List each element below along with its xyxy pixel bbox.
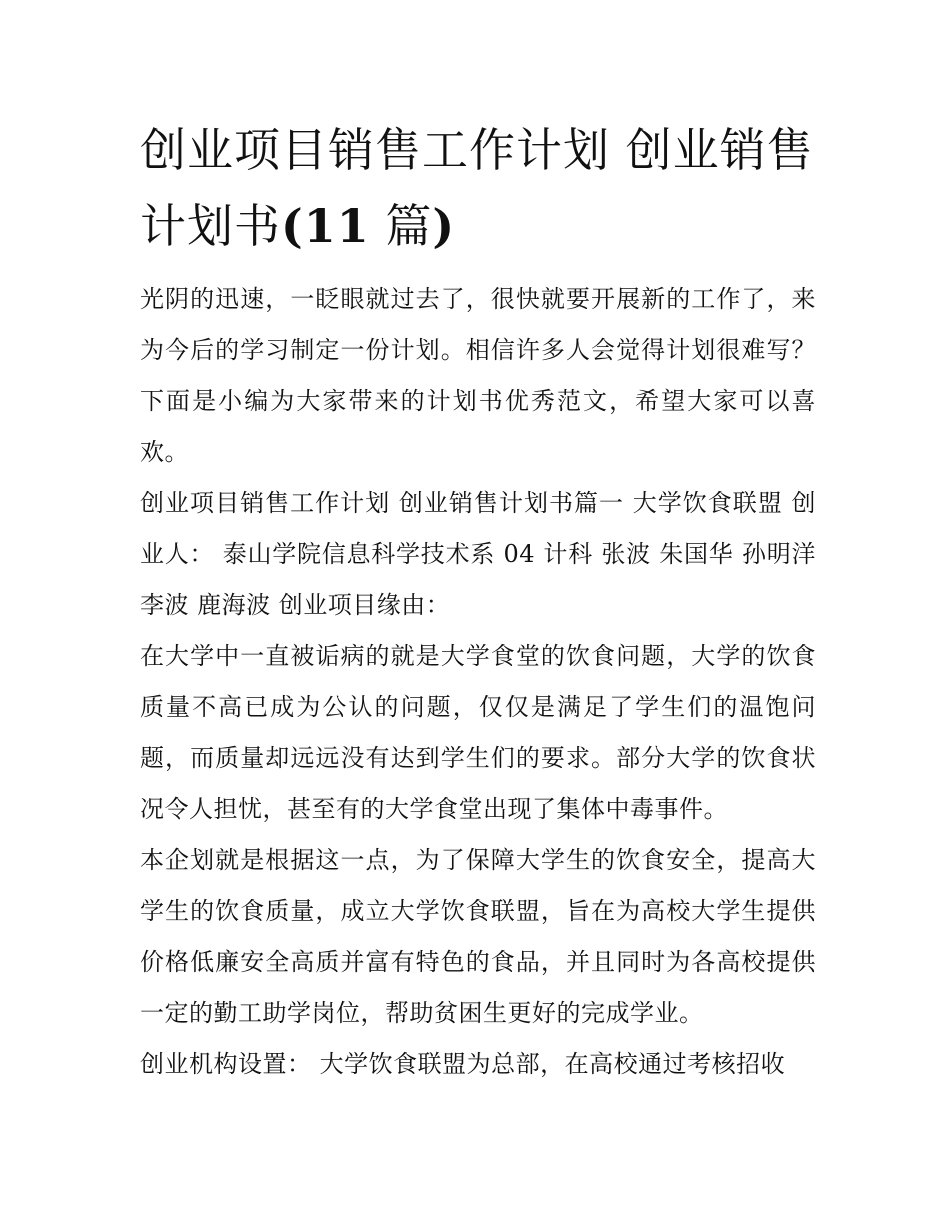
intro-paragraph: 光阴的迅速，一眨眼就过去了，很快就要开展新的工作了，来为今后的学习制定一份计划。相信许多人会觉得计划很难写？下面是小编为大家带来的计划书优秀范文，希望大家可以喜欢。 <box>140 285 816 466</box>
background-paragraph: 在大学中一直被诟病的就是大学食堂的饮食问题，大学的饮食质量不高已成为公认的问题，仅仅是满足了学生们的温饱问题，而质量却远远没有达到学生们的要求。部分大学的饮食状况令人担忧，甚至有的大学食堂出现了集体中毒事件。 <box>140 642 816 823</box>
document-title <box>140 112 816 264</box>
title-unit: 篇 <box>369 199 433 253</box>
section-heading-paragraph: 创业项目销售工作计划 创业销售计划书篇一 大学饮食联盟 创业人： 泰山学院信息科学技术系 04 计科 张波 朱国华 孙明洋 李波 鹿海波 创业项目缘由： <box>140 489 816 619</box>
purpose-paragraph: 本企划就是根据这一点，为了保障大学生的饮食安全，提高大学生的饮食质量，成立大学饮食联盟，旨在为高校大学生提供价格低廉安全高质并富有特色的食品，并且同时为各高校提供一定的勤工助学岗位，帮助贫困生更好的完成学业。 <box>140 846 816 1027</box>
structure-paragraph: 创业机构设置： 大学饮食联盟为总部，在高校通过考核招收 <box>140 1050 786 1078</box>
title-count: (11 <box>281 199 370 253</box>
title-close: ) <box>432 199 456 253</box>
title-text: 创业项目销售工作计划 创业销售计划书 <box>140 123 814 253</box>
document-body <box>140 112 816 1090</box>
